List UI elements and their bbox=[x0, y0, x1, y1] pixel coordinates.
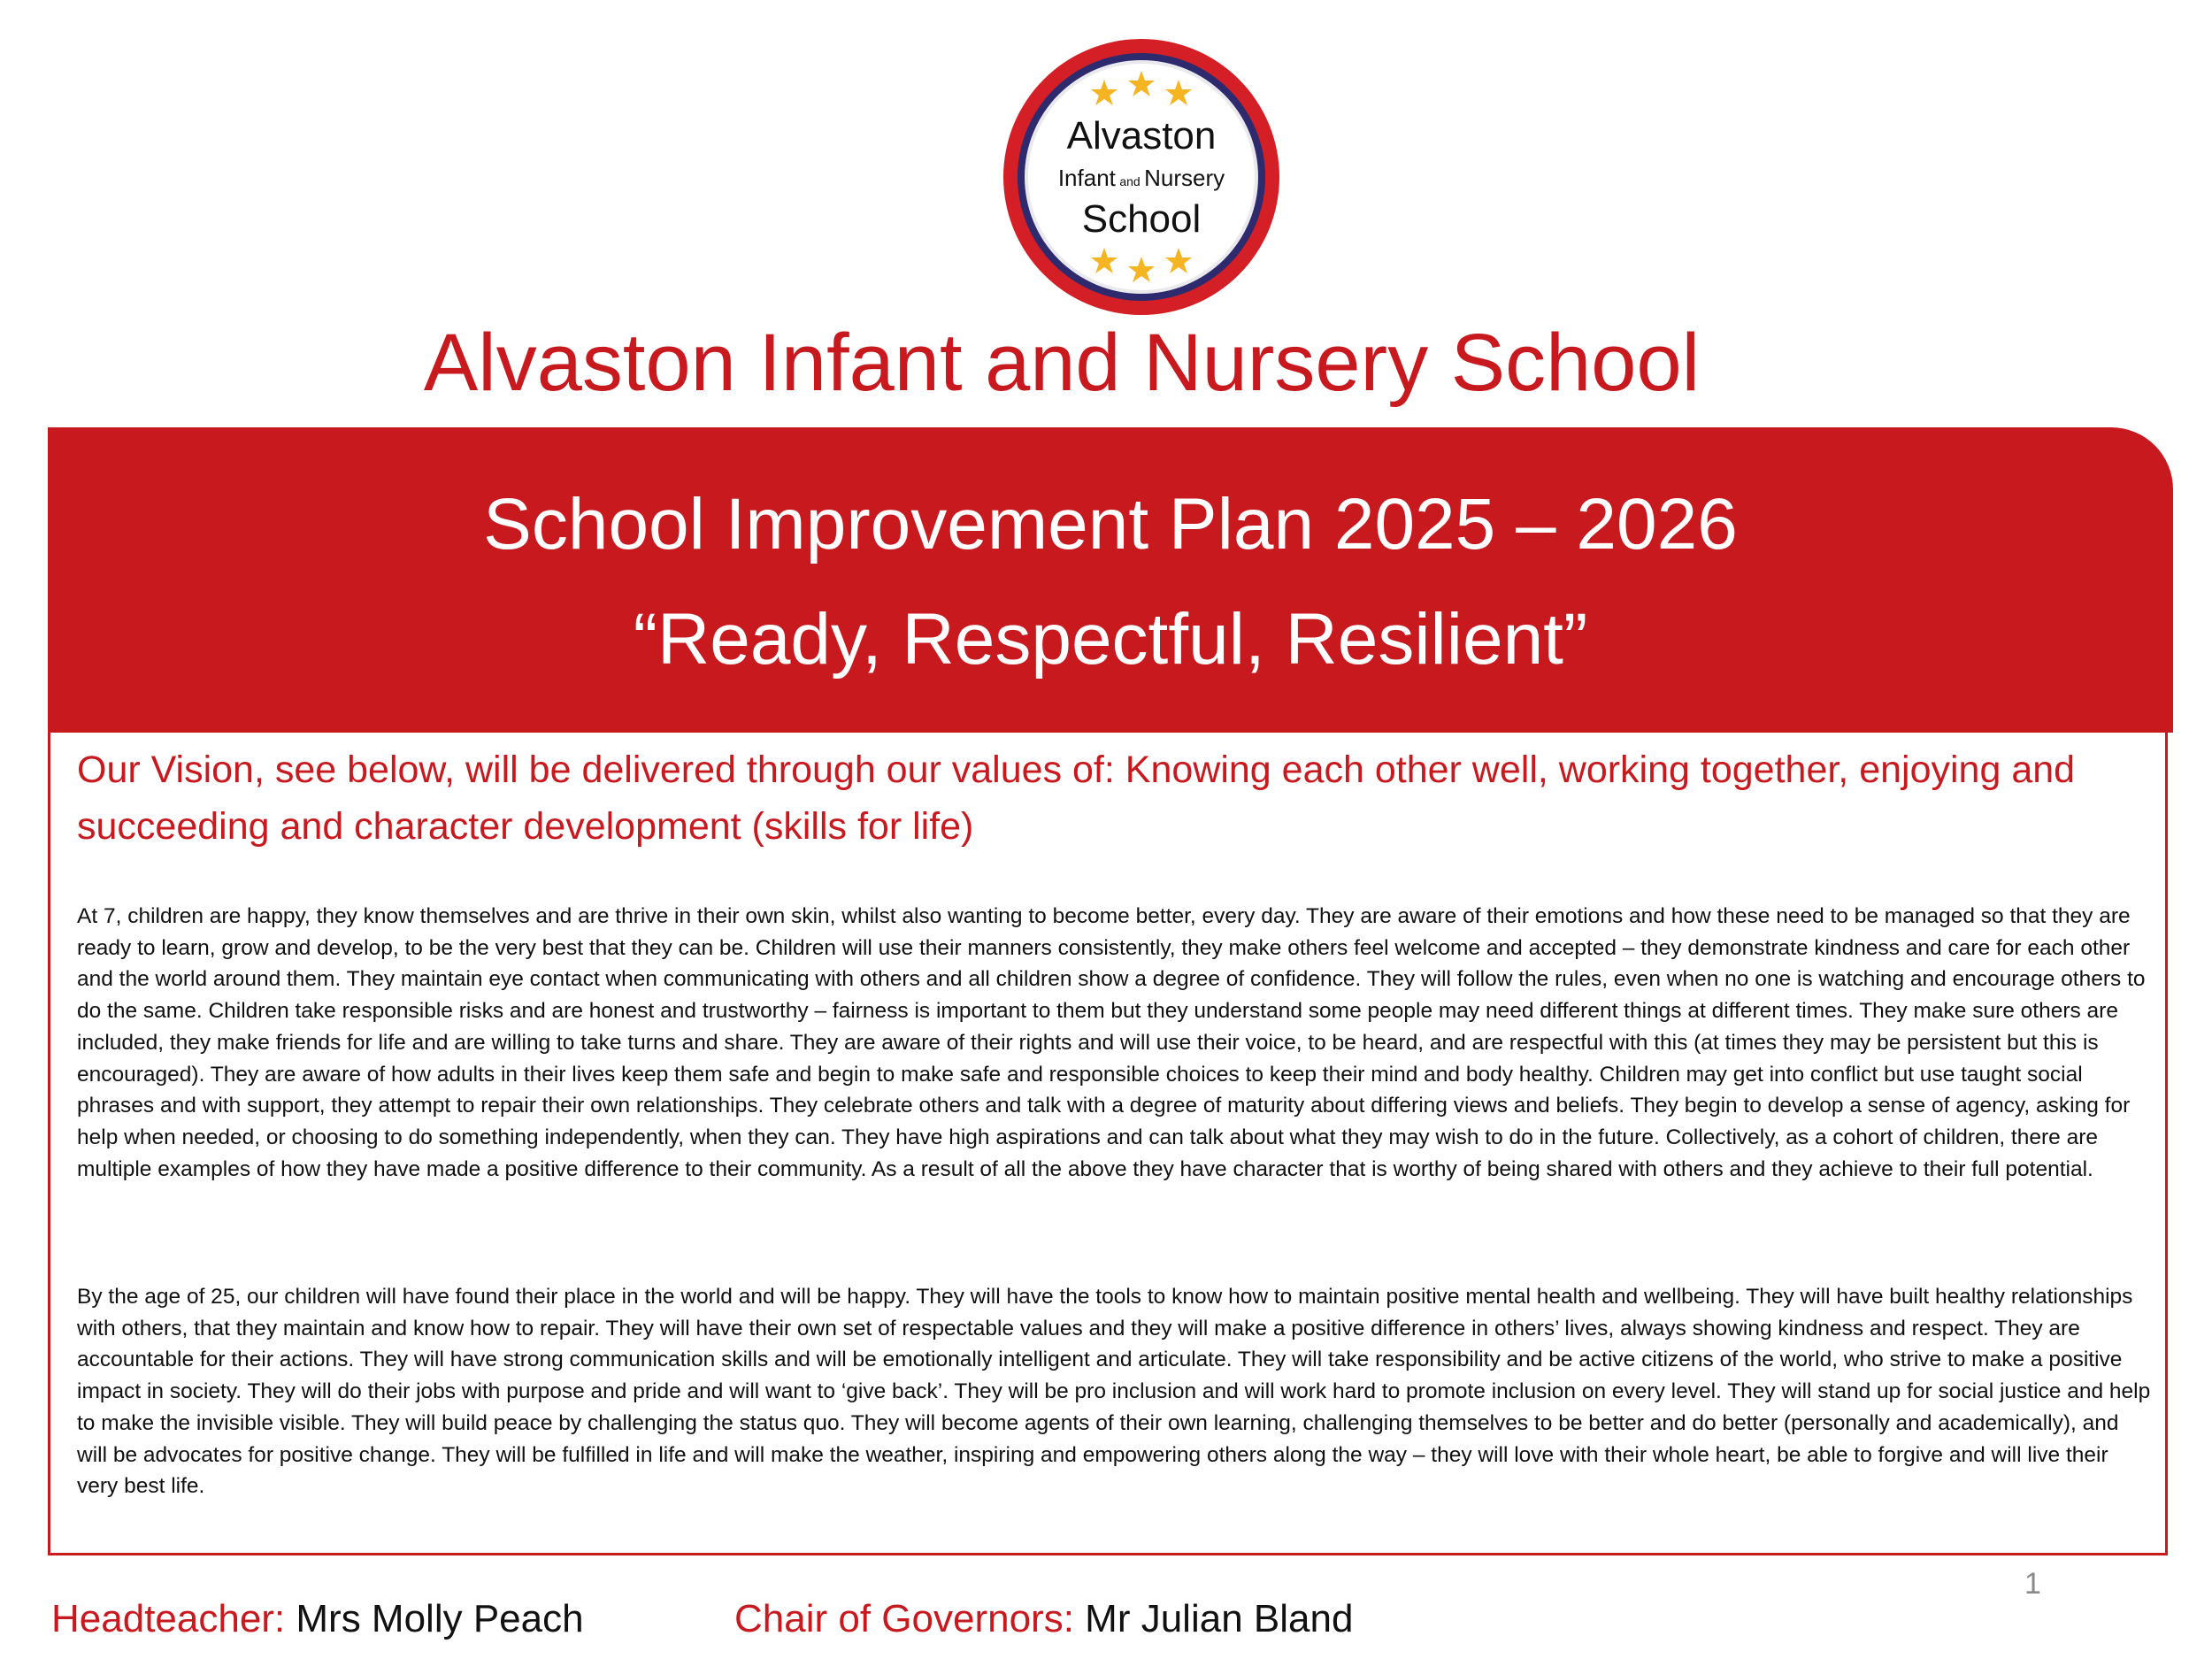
headteacher-name: Mrs Molly Peach bbox=[296, 1597, 584, 1640]
vision-paragraph-age-25: By the age of 25, our children will have found their place in the world and will be happy. They will have the tools to know how to maintain positive mental health and wellbeing. They will have built healthy relationships with others, that they maintain and know how to repair. They will have their own set of respectable values and they will make a positive difference in others’ lives, always showing kindness and respect. They are accountable for their actions. They will have strong communication skills and will be emotionally intelligent and articulate. They will take responsibility and be active citizens of the world, who strive to make a positive impact in society. They will do their jobs with purpose and pride and will want to ‘give back’. They will be pro inclusion and will work hard to promote inclusion on every level. They will stand up for social justice and help to make the invisible visible. They will build peace by challenging the status quo. They will become agents of their own learning, challenging themselves to be better and do better (personally and academically), and will be advocates for positive change. They will be fulfilled in life and will make the weather, inspiring and empowering others along the way – they will love with their whole heart, be able to forgive and will live their very best life. bbox=[77, 1285, 2151, 1499]
page-number: 1 bbox=[2024, 1567, 2041, 1601]
logo-text-and: and bbox=[1119, 174, 1141, 188]
headteacher-label: Headteacher: bbox=[51, 1597, 286, 1640]
chair-name: Mr Julian Bland bbox=[1085, 1597, 1354, 1640]
logo-text-alvaston: Alvaston bbox=[1066, 114, 1217, 157]
chair-label: Chair of Governors: bbox=[734, 1597, 1074, 1640]
vision-content-box bbox=[48, 733, 2168, 1555]
school-logo bbox=[1000, 35, 1283, 319]
logo-text-school: School bbox=[1081, 197, 1202, 241]
vision-paragraph-age-7: At 7, children are happy, they know themselves and are thrive in their own skin, whilst also wanting to become better, every day. They are aware of their emotions and how these need to be managed so that they are ready to learn, grow and develop, to be the very best that they can be. Children will use their manners consistently, they make others feel welcome and accepted – they demonstrate kindness and care for each other and the world around them. They maintain eye contact when communicating with others and all children show a degree of confidence. They will follow the rules, even when no one is watching and encourage others to do the same. Children take responsible risks and are honest and trustworthy – fairness is important to them but they understand some people may need different things at different times. They make sure others are included, they make friends for life and are willing to take turns and share. They are aware of their rights and will use their voice, to be heard, and are respectful with this (at times they may be persistent but this is encouraged). They are aware of how adults in their lives keep them safe and begin to make safe and responsible choices to keep their mind and body healthy. Children may get into conflict but use taught social phrases and with support, they attempt to repair their own relationships. They celebrate others and talk with a degree of maturity about differing views and beliefs. They begin to develop a sense of agency, asking for help when needed, or choosing to do something independently, when they can. They have high aspirations and can talk about what they may wish to do in the future. Collectively, as a cohort of children, there are multiple examples of how they have made a positive difference to their community. As a result of all the above they have character that is worthy of being shared with others and they achieve to their full potential. bbox=[77, 904, 2146, 1181]
plan-motto: “Ready, Respectful, Resilient” bbox=[633, 599, 1588, 680]
plan-banner bbox=[48, 427, 2173, 733]
logo-text-nursery: Nursery bbox=[1144, 165, 1225, 191]
logo-text-infant: Infant bbox=[1057, 165, 1116, 191]
footer-chair bbox=[734, 1593, 1353, 1646]
plan-title: School Improvement Plan 2025 – 2026 bbox=[483, 484, 1738, 565]
vision-statement: Our Vision, see below, will be delivered through our values of: Knowing each other well, working together, enjoying and succeeding and character development (skills for life) bbox=[77, 749, 2076, 848]
school-name-heading: Alvaston Infant and Nursery School bbox=[423, 318, 1701, 408]
footer-headteacher bbox=[51, 1593, 584, 1646]
